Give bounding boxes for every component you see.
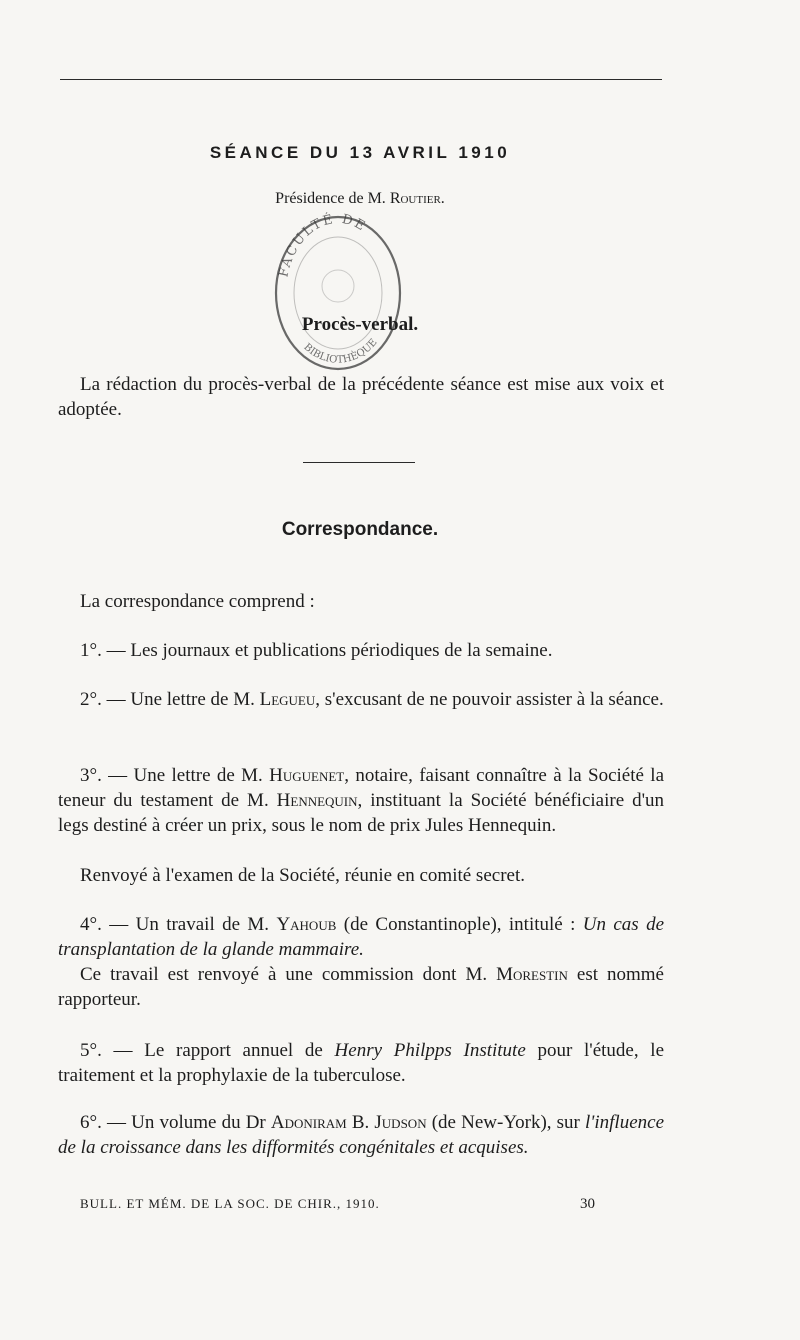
item-6-work-title: l'influence de la croissance dans les difformités congénitales et acquises.	[58, 1112, 665, 1158]
session-title: SÉANCE DU 13 AVRIL 1910	[209, 143, 511, 162]
item-4-name-1: Yahoub	[276, 914, 337, 935]
item-5-text-a: 5°. — Le rapport annuel de	[80, 1040, 335, 1061]
item-3-text-c: , instituant la Société bénéficiaire d'un legs destiné à créer un prix, sous le nom de prix Jules Hennequin.	[58, 790, 665, 836]
item-2-text-b: , s'excusant de ne pouvoir assister à la séance.	[315, 689, 664, 710]
proces-verbal-text: La rédaction du procès-verbal de la précédente séance est mise aux voix et adoptée.	[58, 374, 664, 420]
item-6	[58, 1110, 664, 1160]
item-4-text-a: 4°. — Un travail de M.	[80, 914, 277, 935]
correspondance-intro: La correspondance comprend :	[80, 591, 315, 612]
item-4-followup	[58, 962, 664, 1012]
president-name: Routier.	[389, 190, 445, 207]
correspondance-heading: Correspondance.	[281, 519, 439, 540]
presidence-prefix: Présidence de M.	[275, 190, 386, 207]
item-2-name: Legueu	[259, 689, 316, 710]
item-6-text-a: 6°. — Un volume du Dr	[80, 1112, 271, 1133]
stamp-text-bottom: BIBLIOTHÈQUE	[301, 336, 380, 366]
running-footer: BULL. ET MÉM. DE LA SOC. DE CHIR., 1910.	[80, 1196, 380, 1211]
item-4-name-2: Morestin	[496, 964, 568, 985]
item-3-text-b: , notaire, faisant connaître à la Société la teneur du testament de M.	[58, 765, 664, 811]
top-rule	[60, 79, 662, 80]
svg-text:BIBLIOTHÈQUE	[301, 337, 379, 366]
page-number: 30	[580, 1196, 595, 1212]
item-3-followup: Renvoyé à l'examen de la Société, réunie en comité secret.	[80, 865, 525, 886]
item-6-text-b: (de New-York), sur	[426, 1112, 586, 1133]
item-5	[58, 1038, 664, 1088]
item-4-text-c: Ce travail est renvoyé à une commission dont M.	[80, 964, 497, 985]
item-4-text-b: (de Constantinople), intitulé :	[336, 914, 583, 935]
section-divider	[303, 462, 415, 463]
proces-verbal-heading: Procès-verbal.	[301, 314, 419, 335]
item-3-name-2: Hennequin	[276, 790, 358, 811]
item-3-name-1: Huguenet	[269, 765, 345, 786]
item-5-institute: Henry Philpps Institute	[334, 1040, 526, 1061]
item-2-text-a: 2°. — Une lettre de M.	[80, 689, 260, 710]
item-6-name: Adoniram B. Judson	[270, 1112, 427, 1133]
svg-text:FACULTÉ DE	[276, 211, 369, 279]
item-4	[58, 912, 664, 962]
item-3	[58, 763, 664, 838]
stamp-text-top: FACULTÉ DE	[276, 211, 369, 279]
item-5-text-b: pour l'étude, le traitement et la prophylaxie de la tuberculose.	[58, 1040, 665, 1086]
library-stamp-icon	[268, 198, 408, 373]
item-4-text-d: est nommé rapporteur.	[58, 964, 664, 1010]
item-1: 1°. — Les journaux et publications périodiques de la semaine.	[80, 640, 553, 661]
item-2	[58, 687, 664, 712]
item-3-text-a: 3°. — Une lettre de M.	[80, 765, 270, 786]
item-4-work-title: Un cas de transplantation de la glande mammaire.	[58, 914, 664, 960]
